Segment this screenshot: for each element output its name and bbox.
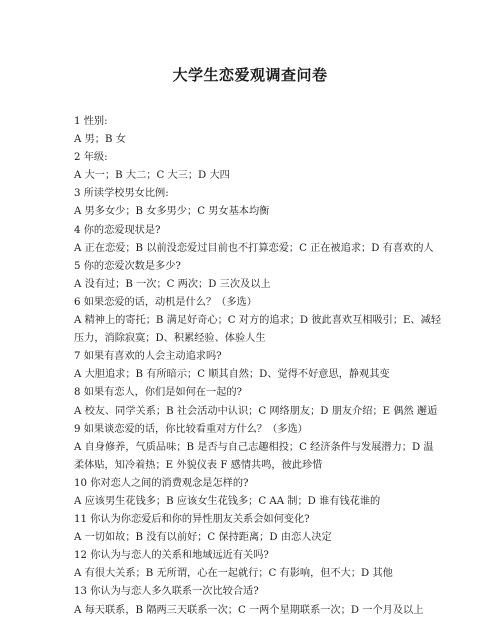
questionnaire-line: 11 你认为你恋爱后和你的异性朋友关系会如何变化? (74, 514, 310, 526)
questionnaire-line: A 精神上的寄托；B 满足好奇心；C 对方的追求；D 彼此喜欢互相吸引；E、减轻 (74, 315, 442, 327)
questionnaire-line: 2 年级: (74, 152, 108, 164)
questionnaire-line: A 校友、同学关系；B 社会活动中认识；C 网络朋友；D 朋友介绍；E 偶然 邂逅 (74, 405, 438, 417)
questionnaire-line: A 每天联系，B 隔两三天联系一次；C 一两个星期联系一次；D 一个月及以上 (74, 604, 424, 616)
questionnaire-line: 13 你认为与恋人多久联系一次比较合适? (74, 586, 259, 598)
questionnaire-line: 9 如果谈恋爱的话，你比较看重对方什么？（多选） (74, 423, 308, 435)
questionnaire-line: A 应该男生花钱多；B 应该女生花钱多；C AA 制；D 谁有钱花谁的 (74, 495, 381, 507)
questionnaire-line: A 大胆追求；B 有所暗示；C 顺其自然；D、觉得不好意思，静观其变 (74, 369, 390, 381)
questionnaire-line: A 一切如故；B 没有以前好；C 保持距离；D 由恋人决定 (74, 532, 332, 544)
questionnaire-body (74, 113, 486, 620)
questionnaire-line: 12 你认为与恋人的关系和地域远近有关吗? (74, 550, 269, 562)
questionnaire-line: 柔体贴，知冷着热；E 外貌仪表 F 感情共鸣，彼此珍惜 (74, 459, 323, 471)
document-title: 大学生恋爱观调查问卷 (172, 66, 328, 84)
questionnaire-line: A 男；B 女 (74, 134, 126, 146)
questionnaire-line: A 自身修养，气质品味；B 是否与自己志趣相投；C 经济条件与发展潜力；D 温 (74, 441, 434, 453)
questionnaire-line: A 大一；B 大二；C 大三；D 大四 (74, 170, 230, 182)
questionnaire-line: 6 如果恋爱的话，动机是什么？（多选） (74, 296, 257, 308)
questionnaire-line: A 有很大关系；B 无所谓，心在一起就行；C 有影响，但不大；D 其他 (74, 568, 393, 580)
questionnaire-line: 压力，消除寂寞；D、积累经验、体验人生 (74, 333, 266, 345)
questionnaire-line: 8 如果有恋人，你们是如何在一起的? (74, 387, 242, 399)
questionnaire-line: 4 你的恋爱现状是? (74, 224, 161, 236)
questionnaire-line: A 男多女少；B 女多男少；C 男女基本均衡 (74, 206, 270, 218)
questionnaire-line: 1 性别: (74, 116, 108, 127)
questionnaire-line: 5 你的恋爱次数是多少? (74, 260, 181, 272)
questionnaire-line: 3 所读学校男女比例: (74, 188, 169, 200)
questionnaire-line: 7 如果有喜欢的人会主动追求吗? (74, 351, 222, 363)
questionnaire-line: A 没有过；B 一次；C 两次；D 三次及以上 (74, 278, 271, 290)
questionnaire-line: A 正在恋爱；B 以前没恋爱过目前也不打算恋爱；C 正在被追求；D 有喜欢的人 (74, 242, 434, 254)
questionnaire-line: 10 你对恋人之间的消费观念是怎样的? (74, 477, 249, 489)
